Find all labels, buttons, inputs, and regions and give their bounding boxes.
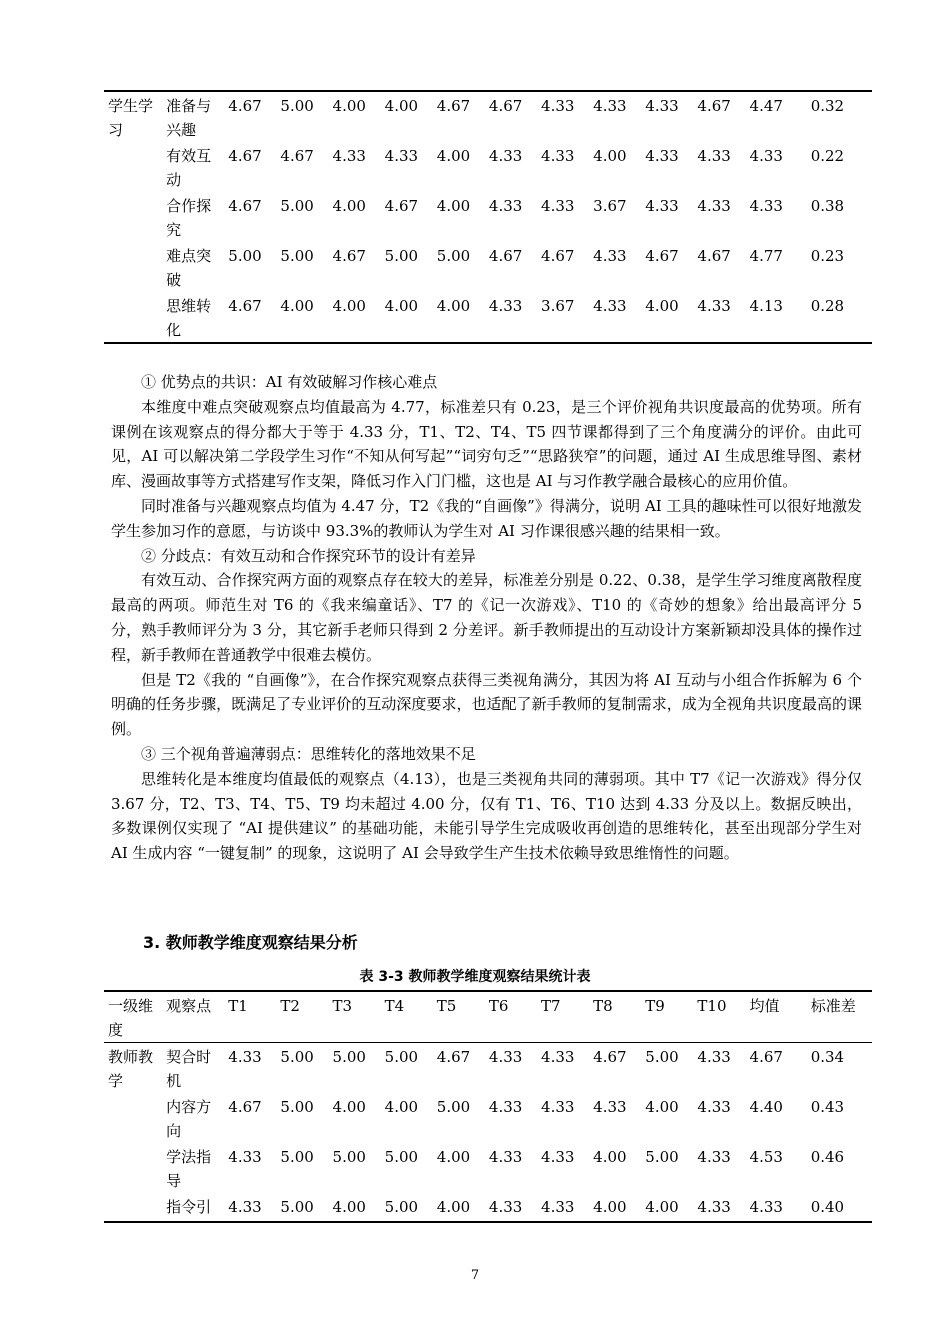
score-cell: 5.00 [436,1098,471,1116]
score-cell: 4.00 [645,1198,679,1216]
observation-point-cell: 思维转化 [166,297,212,339]
mean-cell: 4.67 [749,1048,783,1066]
score-cell: 4.67 [228,197,262,215]
score-cell: 4.33 [593,247,627,265]
score-cell: 5.00 [280,1198,314,1216]
score-cell: 4.33 [541,1098,575,1116]
sd-cell: 0.32 [810,97,845,115]
mean-cell: 4.33 [749,1198,783,1216]
score-cell: 4.67 [436,97,471,115]
score-cell: 4.33 [541,147,575,165]
subheading: ③ 三个视角普遍薄弱点：思维转化的落地效果不足 [141,744,476,763]
paragraph: 同时准备与兴趣观察点均值为 4.47 分，T2《我的“自画像”》得满分，说明 AI 工具的趣味性可以很好地激发学生参加习作的意愿，与访谈中 93.3%的教师认为学生对 AI 习作课很感兴趣的结果相一致。 [111,496,862,540]
column-header: T2 [276,991,328,1043]
score-cell: 4.67 [488,97,523,115]
mean-cell: 4.47 [749,97,783,115]
score-cell: 4.33 [697,1048,731,1066]
student-learning-table [104,90,872,344]
analysis-text [111,370,862,866]
column-header: 均值 [746,991,807,1043]
score-cell: 4.00 [332,97,366,115]
observation-point-cell: 合作探究 [166,197,212,239]
subheading: ① 优势点的共识：AI 有效破解习作核心难点 [141,373,438,391]
score-cell: 5.00 [280,1048,314,1066]
score-cell: 5.00 [332,1148,366,1166]
dimension-cell: 教师教学 [108,1048,154,1090]
score-cell: 4.67 [593,1048,627,1066]
score-cell: 4.33 [697,1098,731,1116]
sd-cell: 0.38 [810,197,845,215]
score-cell: 4.33 [593,97,627,115]
score-cell: 4.33 [697,1198,731,1216]
score-cell: 4.67 [280,147,314,165]
score-cell: 4.00 [384,297,419,315]
score-cell: 5.00 [280,197,314,215]
sd-cell: 0.22 [810,147,845,165]
score-cell: 4.33 [488,147,523,165]
score-cell: 4.33 [384,147,419,165]
score-cell: 3.67 [593,197,627,215]
score-cell: 5.00 [384,1048,419,1066]
score-cell: 4.33 [488,1048,523,1066]
score-cell: 4.33 [593,297,627,315]
subheading: ② 分歧点：有效互动和合作探究环节的设计有差异 [141,546,476,565]
score-cell: 4.33 [645,147,679,165]
table-row [104,1093,872,1143]
column-header: 标准差 [807,991,872,1043]
score-cell: 4.67 [488,247,523,265]
score-cell: 4.67 [697,97,731,115]
page-number: 7 [470,1268,480,1283]
score-cell: 4.67 [332,247,366,265]
score-cell: 5.00 [332,1048,366,1066]
score-cell: 4.00 [436,1148,471,1166]
score-cell: 4.67 [228,1098,262,1116]
table-row [104,1043,872,1094]
table-header-row [104,991,872,1043]
table-row [104,242,872,292]
score-cell: 4.67 [228,297,262,315]
observation-point-cell: 学法指导 [166,1148,212,1190]
column-header: 一级维度 [104,991,162,1043]
column-header: T10 [693,991,745,1043]
score-cell: 3.67 [541,297,575,315]
score-cell: 4.00 [332,297,366,315]
score-cell: 5.00 [645,1048,679,1066]
score-cell: 4.00 [593,147,627,165]
observation-point-cell: 契合时机 [166,1048,212,1090]
score-cell: 4.67 [541,247,575,265]
score-cell: 4.33 [697,147,731,165]
score-cell: 4.00 [280,297,314,315]
score-cell: 4.33 [541,97,575,115]
score-cell: 5.00 [384,1198,419,1216]
column-header: T9 [641,991,693,1043]
score-cell: 4.00 [645,1098,679,1116]
score-cell: 4.67 [436,1048,471,1066]
score-cell: 5.00 [228,247,262,265]
sd-cell: 0.34 [810,1048,845,1066]
score-cell: 4.00 [332,1198,366,1216]
score-cell: 4.67 [384,197,419,215]
column-header: T6 [485,991,537,1043]
score-cell: 4.00 [332,197,366,215]
mean-cell: 4.33 [749,197,783,215]
score-cell: 4.33 [541,1148,575,1166]
mean-cell: 4.53 [749,1148,783,1166]
score-cell: 4.33 [228,1048,262,1066]
score-cell: 4.33 [488,1148,523,1166]
score-cell: 5.00 [384,1148,419,1166]
mean-cell: 4.33 [749,147,783,165]
paragraph: 本维度中难点突破观察点均值最高为 4.77，标准差只有 0.23，是三个评价视角共识度最高的优势项。所有课例在该观察点的得分都大于等于 4.33 分，T1、T2、T4、T5 四节课都得到了三个角度满分的评价。由此可见，AI 可以解决第二学段学生习作“不知从何写起”“词穷句乏”“思路狭窄”的问题，通过 AI 生成思维导图、素材库、漫画故事等方式搭建写作支架，降低习作入门门槛，这也是 AI 与习作教学融合最核心的应用价值。 [111,397,862,491]
score-cell: 4.33 [488,297,523,315]
observation-point-cell: 指令引 [166,1198,212,1216]
observation-point-cell: 内容方向 [166,1098,212,1140]
sd-cell: 0.40 [810,1198,845,1216]
sd-cell: 0.43 [810,1098,845,1116]
score-cell: 4.33 [541,1048,575,1066]
score-cell: 4.00 [593,1198,627,1216]
score-cell: 4.33 [541,1198,575,1216]
paragraph: 思维转化是本维度均值最低的观察点（4.13），也是三类视角共同的薄弱项。其中 T7《记一次游戏》得分仅 3.67 分，T2、T3、T4、T5、T9 均未超过 4.00 分，仅有 T1、T6、T10 达到 4.33 分及以上。数据反映出，多数课例仅实现了 “AI 提供建议” 的基础功能，未能引导学生完成吸收再创造的思维转化，甚至出现部分学生对 AI 生成内容 “一键复制” 的现象，这说明了 AI 会导致学生产生技术依赖导致思维惰性的问题。 [111,769,862,863]
column-header: T5 [433,991,485,1043]
score-cell: 4.33 [488,1198,523,1216]
column-header: 观察点 [162,991,224,1043]
column-header: T3 [329,991,381,1043]
score-cell: 4.00 [436,147,471,165]
score-cell: 4.00 [436,297,471,315]
mean-cell: 4.13 [749,297,783,315]
score-cell: 4.00 [436,1198,471,1216]
sd-cell: 0.46 [810,1148,845,1166]
sd-cell: 0.23 [810,247,845,265]
paragraph: 但是 T2《我的 “自画像”》，在合作探究观察点获得三类视角满分，其因为将 AI 互动与小组合作拆解为 6 个明确的任务步骤，既满足了专业评价的互动深度要求，也适配了新手教师的复制需求，成为全视角共识度最高的课例。 [111,670,862,739]
section-title: 3. 教师教学维度观察结果分析 [143,933,358,952]
score-cell: 4.33 [228,1198,262,1216]
score-cell: 4.33 [488,1098,523,1116]
table-row [104,292,872,343]
score-cell: 4.00 [645,297,679,315]
score-cell: 4.33 [541,197,575,215]
score-cell: 4.33 [593,1098,627,1116]
paragraph: 有效互动、合作探究两方面的观察点存在较大的差异，标准差分别是 0.22、0.38，是学生学习维度离散程度最高的两项。师范生对 T6 的《我来编童话》、T7 的《记一次游戏》、T10 的《奇妙的想象》给出最高评分 5 分，熟手教师评分为 3 分，其它新手老师只得到 2 分差评。新手教师提出的互动设计方案新颖却没具体的操作过程，新手教师在普通教学中很难去模仿。 [111,571,862,664]
observation-point-cell: 有效互动 [166,147,212,189]
column-header: T7 [537,991,589,1043]
score-cell: 4.00 [384,1098,419,1116]
score-cell: 5.00 [384,247,419,265]
mean-cell: 4.40 [749,1098,783,1116]
table-caption: 表 3-3 教师教学维度观察结果统计表 [359,969,591,985]
score-cell: 4.33 [228,1148,262,1166]
observation-point-cell: 准备与兴趣 [166,97,212,139]
score-cell: 4.00 [384,97,419,115]
score-cell: 5.00 [280,1148,314,1166]
score-cell: 4.33 [645,97,679,115]
column-header: T8 [589,991,641,1043]
table-row [104,91,872,142]
score-cell: 5.00 [280,247,314,265]
table-row [104,1143,872,1193]
score-cell: 5.00 [280,1098,314,1116]
column-header: T4 [381,991,433,1043]
observation-point-cell: 难点突破 [166,247,212,289]
column-header: T1 [224,991,276,1043]
score-cell: 4.33 [697,197,731,215]
dimension-cell: 学生学习 [108,97,154,139]
score-cell: 4.33 [697,1148,731,1166]
score-cell: 4.67 [645,247,679,265]
score-cell: 4.67 [228,147,262,165]
score-cell: 4.33 [697,297,731,315]
score-cell: 5.00 [436,247,471,265]
score-cell: 5.00 [280,97,314,115]
score-cell: 4.33 [488,197,523,215]
score-cell: 4.00 [593,1148,627,1166]
teacher-teaching-table [104,990,872,1223]
score-cell: 4.00 [436,197,471,215]
score-cell: 5.00 [645,1148,679,1166]
sd-cell: 0.28 [810,297,845,315]
score-cell: 4.67 [228,97,262,115]
score-cell: 4.67 [697,247,731,265]
table-row [104,142,872,192]
score-cell: 4.00 [332,1098,366,1116]
score-cell: 4.33 [645,197,679,215]
table-row [104,1193,872,1222]
mean-cell: 4.77 [749,247,783,265]
score-cell: 4.33 [332,147,366,165]
table-row [104,192,872,242]
